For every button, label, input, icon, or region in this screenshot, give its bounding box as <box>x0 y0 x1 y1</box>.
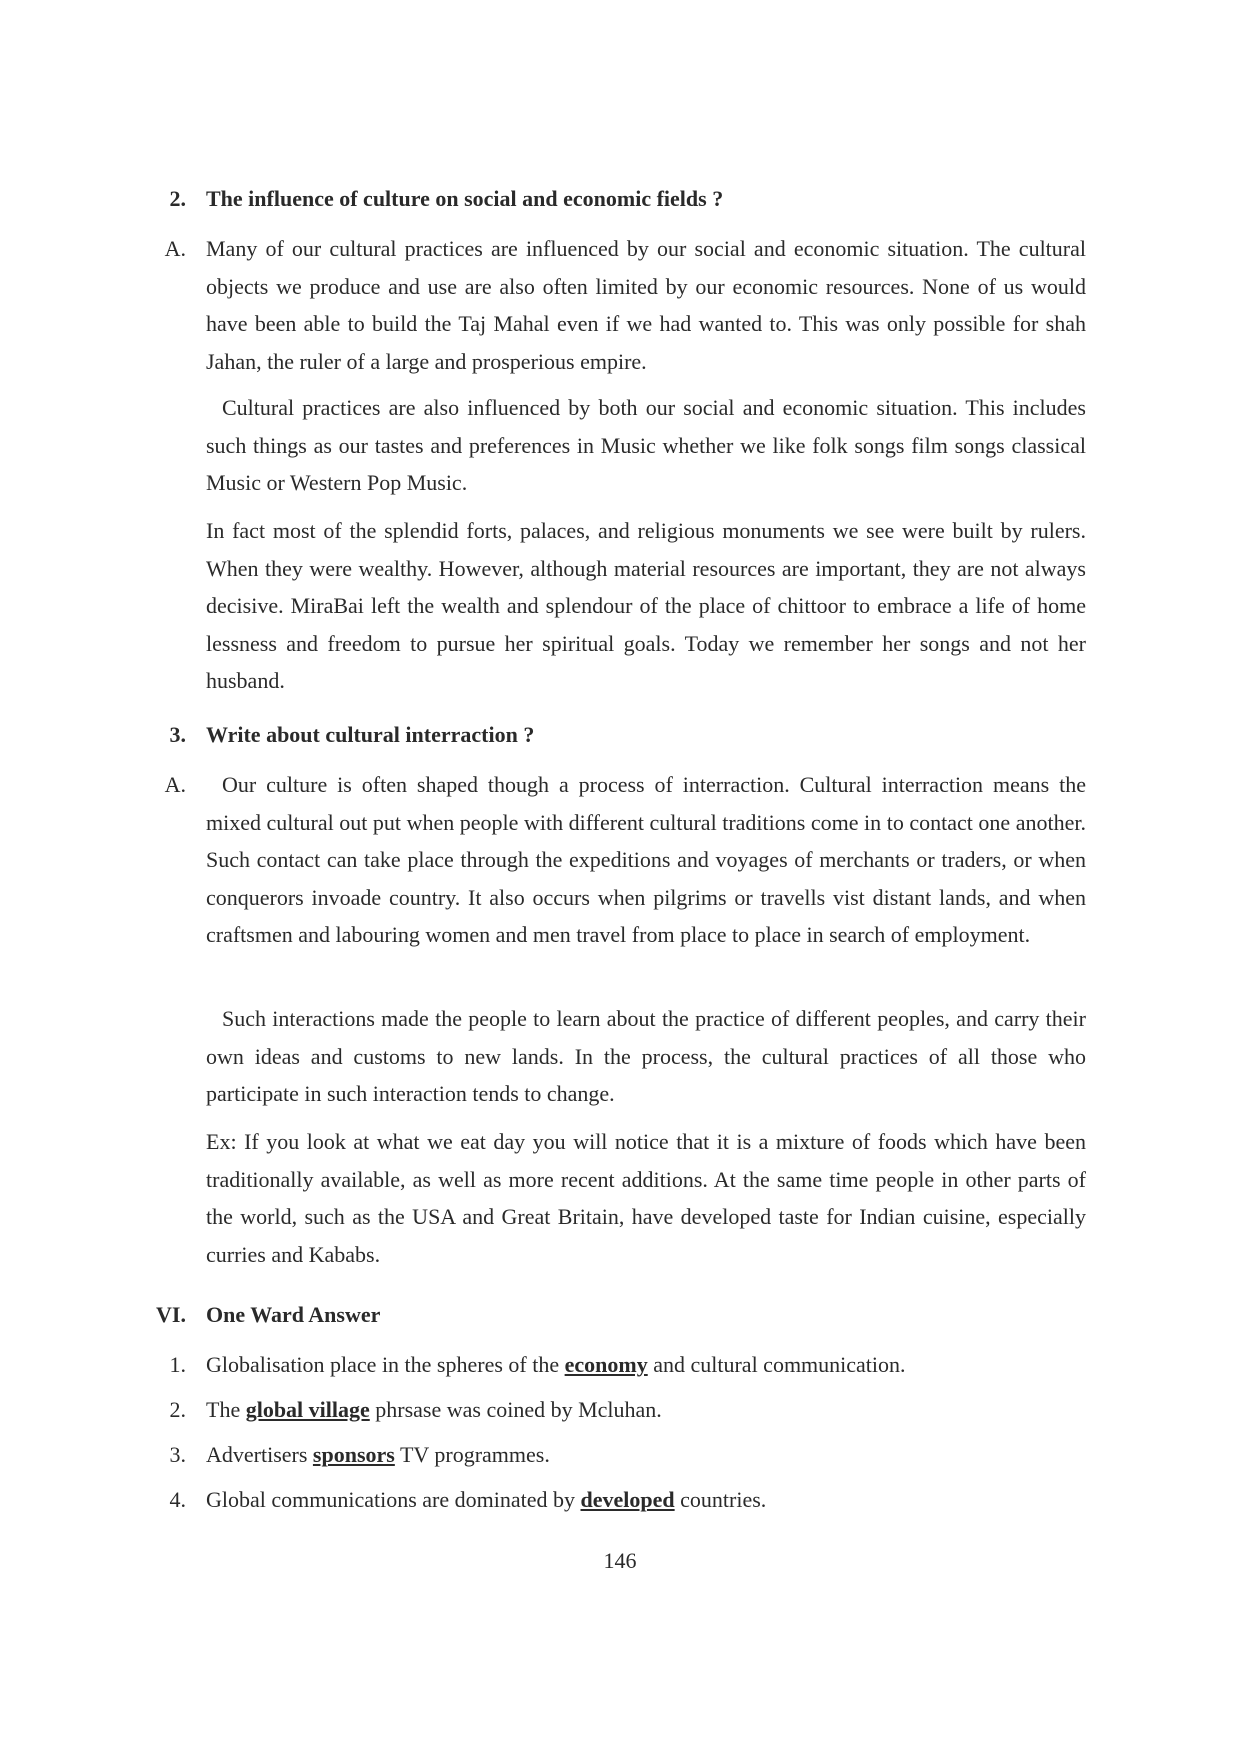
answer-word: developed <box>580 1487 675 1512</box>
answer-word: sponsors <box>312 1442 395 1467</box>
list-item-number: 1. <box>169 1352 186 1377</box>
list-item <box>206 1346 1086 1383</box>
list-item-text: and cultural communication. <box>647 1352 906 1377</box>
list-item-number: 3. <box>169 1442 186 1467</box>
question-title: Write about cultural interraction ? <box>206 722 535 747</box>
list-item-text: Global communications are dominated by <box>206 1487 581 1512</box>
answer-label: A. <box>164 772 186 797</box>
list-item-text: Globalisation place in the spheres of the <box>206 1352 565 1377</box>
answer-paragraph: Our culture is often shaped though a process of interraction. Cultural interraction means the mixed cultural out put when people with different cultural traditions come in to contact one another. Such contact can take place through the expeditions and voyages of merchants or traders, or when conquerors invoade country. It also occurs when pilgrims or travells vist distant lands, and when craftsmen and labouring women and men travel from place to place in search of employment. <box>206 772 1086 947</box>
list-item-text: countries. <box>674 1487 767 1512</box>
section-number: VI. <box>156 1302 186 1327</box>
page-number: 146 <box>603 1548 637 1573</box>
answer-paragraph: Ex: If you look at what we eat day you will notice that it is a mixture of foods which have been traditionally available, as well as more recent additions. At the same time people in other parts of the world, such as the USA and Great Britain, have developed taste for Indian cuisine, especially curries and Kababs. <box>206 1129 1086 1267</box>
question-title: The influence of culture on social and economic fields ? <box>206 186 724 211</box>
section-title: One Ward Answer <box>206 1302 381 1327</box>
list-item-text: The <box>206 1397 246 1422</box>
list-item-text: TV programmes. <box>394 1442 550 1467</box>
list-item <box>206 1391 1086 1428</box>
answer-paragraph: Cultural practices are also influenced by both our social and economic situation. This includes such things as our tastes and preferences in Music whether we like folk songs film songs classical Music or Western Pop Music. <box>206 395 1086 495</box>
list-item-number: 4. <box>169 1487 186 1512</box>
question-number: 3. <box>169 722 186 747</box>
list-item-text: phrsase was coined by Mcluhan. <box>369 1397 662 1422</box>
question-number: 2. <box>169 186 186 211</box>
list-item-number: 2. <box>169 1397 186 1422</box>
answer-label: A. <box>164 236 186 261</box>
answer-word: global village <box>245 1397 370 1422</box>
list-item <box>206 1436 1086 1473</box>
list-item <box>206 1481 1086 1518</box>
answer-word: economy <box>564 1352 648 1377</box>
answer-paragraph: In fact most of the splendid forts, palaces, and religious monuments we see were built by rulers. When they were wealthy. However, although material resources are important, they are not always decisive. MiraBai left the wealth and splendour of the place of chittoor to embrace a life of home lessness and freedom to pursue her spiritual goals. Today we remember her songs and not her husband. <box>206 518 1086 693</box>
list-item-text: Advertisers <box>206 1442 313 1467</box>
answer-paragraph: Such interactions made the people to learn about the practice of different peoples, and carry their own ideas and customs to new lands. In the process, the cultural practices of all those who participate in such interaction tends to change. <box>206 1006 1086 1106</box>
answer-paragraph: Many of our cultural practices are influenced by our social and economic situation. The cultural objects we produce and use are also often limited by our economic resources. None of us would have been able to build the Taj Mahal even if we had wanted to. This was only possible for shah Jahan, the ruler of a large and prosperious empire. <box>206 236 1086 374</box>
